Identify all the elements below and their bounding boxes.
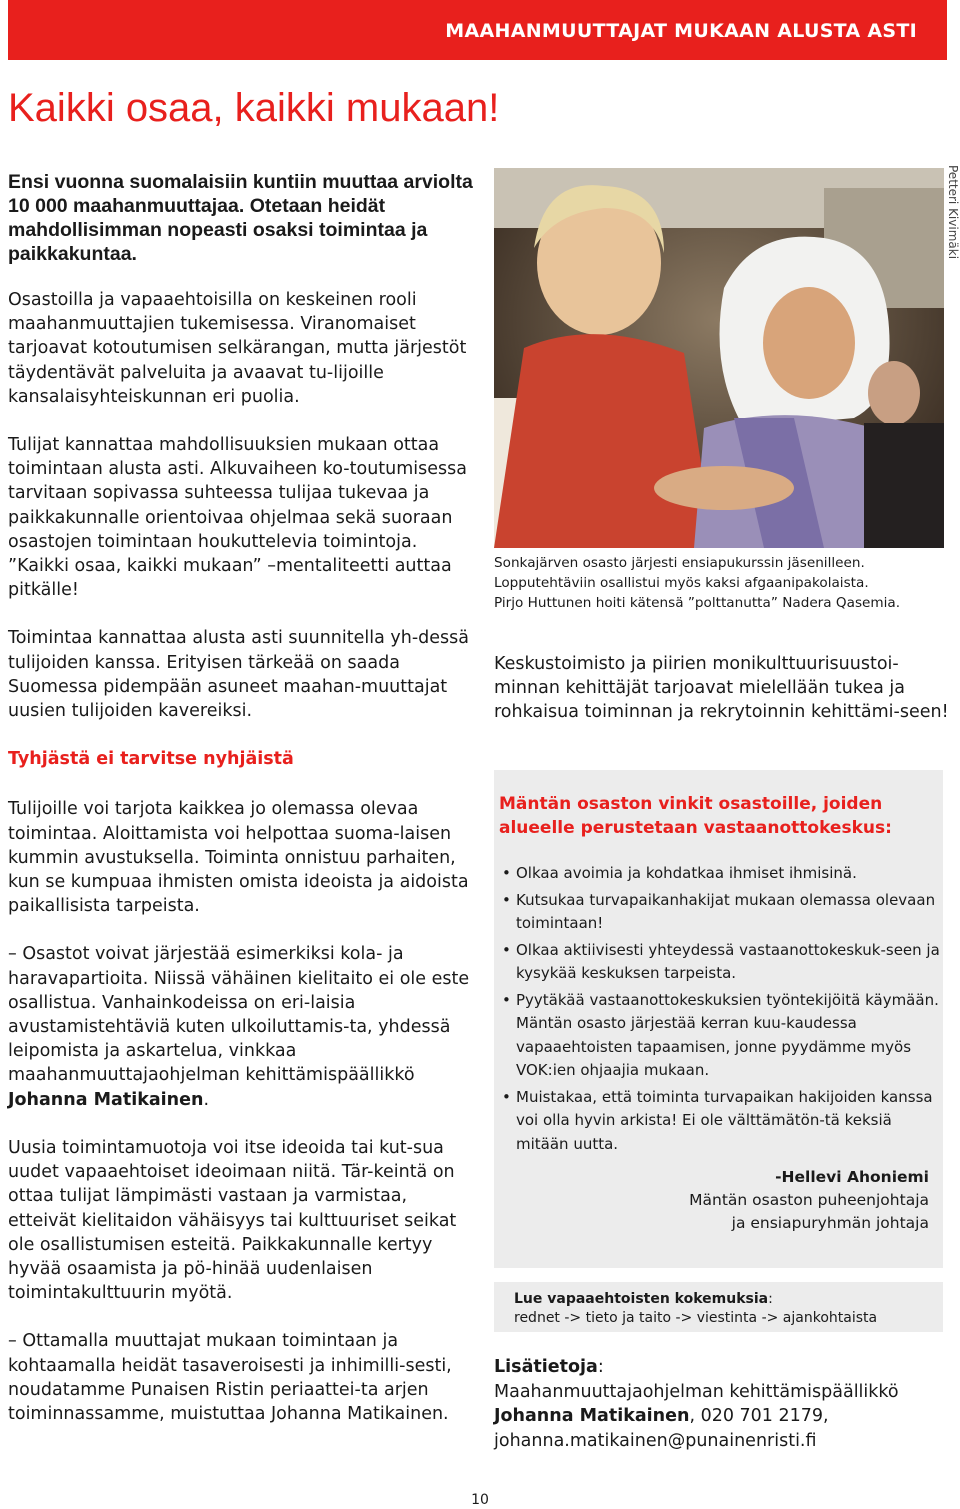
header-banner bbox=[8, 0, 947, 60]
experiences-title-colon: : bbox=[768, 1291, 773, 1307]
list-item: • Muistakaa, että toiminta turvapaikan hakijoiden kanssa voi olla hyvin arkista! Ei ole välttämätön-tä keksiä mitään uutta. bbox=[516, 1086, 941, 1157]
paragraph: Tulijoille voi tarjota kaikkea jo olemassa olevaa toimintaa. Aloittamista voi helpottaa suoma-laisen kummin avustuksella. Toiminta onnistuu parhaiten, kun se kumpuaa ihmisten omista ideoista ja aidoista paikallisista tarpeista. bbox=[8, 799, 469, 917]
paragraph: Osastoilla ja vapaaehtoisilla on keskeinen rooli maahanmuuttajien tukemisessa. Viranomaiset tarjoavat kotoutumisen selkärangan, mutta järjestöt täydentävät palveluita ja avaavat tu-lijoille kansalaisyhteiskunnan eri puolia. bbox=[8, 290, 467, 407]
tips-heading: Mäntän osaston vinkit osastoille, joiden alueelle perustetaan vastaanottokeskus: bbox=[499, 794, 892, 838]
experiences-title bbox=[514, 1290, 773, 1309]
signature-name: -Hellevi Ahoniemi bbox=[775, 1168, 929, 1186]
contact-name-line bbox=[494, 1404, 954, 1429]
list-item: • Pyytäkää vastaanottokeskuksien työntekijöitä käymään. Mäntän osasto järjestää kerran kuu-kaudessa vapaaehtoisten tapaamisen, jonne pyydämme myös VOK:ien ohjaajia mukaan. bbox=[516, 989, 941, 1083]
signature bbox=[689, 1166, 929, 1235]
signature-role: Mäntän osaston puheenjohtaja bbox=[689, 1191, 929, 1209]
paragraph bbox=[8, 942, 473, 1111]
support-paragraph: Keskustoimisto ja piirien monikulttuurisuustoi-minnan kehittäjät tarjoavat mielellään tukea ja rohkaisua toiminnan ja rekrytoinnin kehittämi-seen! bbox=[494, 654, 949, 722]
contact-role: Maahanmuuttajaohjelman kehittämispäällikkö bbox=[494, 1381, 899, 1402]
left-column bbox=[8, 288, 473, 1450]
photo-credit bbox=[943, 165, 960, 275]
caption-line: Pirjo Huttunen hoiti kätensä ”polttanutta” Nadera Qasemia. bbox=[494, 595, 901, 611]
lede: Ensi vuonna suomalaisiin kuntiin muuttaa arviolta 10 000 maahanmuuttajaa. Otetaan heidät mahdollisimman nopeasti osaksi toimintaa ja paikkakuntaa. bbox=[8, 171, 473, 265]
photo-caption bbox=[494, 553, 954, 613]
contact-heading-line bbox=[494, 1355, 954, 1380]
paragraph: Uusia toimintamuotoja voi itse ideoida tai kut-sua uudet vapaaehtoiset ideoimaan niitä. Tär-keintä on ottaa tulijat lämpimästi vastaan ja varmistaa, etteivät kielitaidon vähäisyys tai kulttuuriset seikat ole osallistumisen esteitä. Paikkakunnalle kertyy hyvää osaamista ja pö-hinää uudenlaisen toimintakulttuurin myötä. bbox=[8, 1137, 457, 1304]
experiences-title-text: Lue vapaaehtoisten kokemuksia bbox=[514, 1291, 769, 1307]
contact-info bbox=[494, 1355, 954, 1453]
contact-name: Johanna Matikainen bbox=[494, 1406, 690, 1426]
experiences-path: rednet -> tieto ja taito -> viestinta -> ajankohtaista bbox=[514, 1310, 878, 1326]
photo bbox=[494, 168, 944, 548]
contact-heading: Lisätietoja bbox=[494, 1357, 598, 1377]
paragraph: Toimintaa kannattaa alusta asti suunnitella yh-dessä tulijoiden kanssa. Erityisen tärkeää on saada Suomessa pidempään asuneet maahan-muuttajat uusien tulijoiden kavereiksi. bbox=[8, 628, 469, 722]
paragraph: Tulijat kannattaa mahdollisuuksien mukaan ottaa toimintaan alusta asti. Alkuvaiheen ko-toutumisessa tarvitaan sopivassa suhteessa tulijaa tukevaa ja paikkakunnalle orientoivaa ohjelmaa sekä suoraan osastojen toimintaan houkuttelevia toimintoja. ”Kaikki osaa, kaikki mukaan” –mentaliteetti auttaa pitkälle! bbox=[8, 435, 467, 601]
photo-illustration bbox=[494, 168, 944, 548]
tips-list bbox=[514, 862, 941, 1156]
paragraph-text: – Osastot voivat järjestää esimerkiksi kola- ja haravapartioita. Niissä vähäinen kielitaito ei ole este osallistua. Vanhainkodeissa on eri-laisia avustamistehtäviä kuten ulkoiluttamis-ta, yhdessä leipomista ja askartelua, vinkkaa maahanmuuttajaohjelman kehittämispäällikkö bbox=[8, 944, 470, 1086]
experiences-box bbox=[494, 1282, 943, 1332]
caption-line: Lopputehtäviin osallistui myös kaksi afgaanipakolaista. bbox=[494, 575, 869, 591]
page-title: Kaikki osaa, kaikki mukaan! bbox=[8, 86, 500, 130]
list-item: • Kutsukaa turvapaikanhakijat mukaan olemassa olevaan toimintaan! bbox=[516, 889, 941, 936]
page-number: 10 bbox=[471, 1492, 489, 1508]
list-item: • Olkaa avoimia ja kohdatkaa ihmiset ihmisinä. bbox=[516, 862, 941, 886]
signature-role: ja ensiapuryhmän johtaja bbox=[731, 1214, 929, 1232]
list-item: • Olkaa aktiivisesti yhteydessä vastaanottokeskuk-seen ja kysykää keskuksen tarpeista. bbox=[516, 939, 941, 986]
person-name: Johanna Matikainen bbox=[8, 1089, 204, 1110]
paragraph: – Ottamalla muuttajat mukaan toimintaan ja kohtaamalla heidät tasaveroisesti ja inhimilli-sesti, noudatamme Punaisen Ristin periaattei-ta arjen toiminnassamme, muistuttaa Johanna Matikainen. bbox=[8, 1331, 452, 1424]
tips-box bbox=[494, 770, 943, 1268]
section-heading: Tyhjästä ei tarvitse nyhjäistä bbox=[8, 749, 294, 770]
contact-phone: , 020 701 2179, bbox=[689, 1406, 829, 1426]
caption-line: Sonkajärven osasto järjesti ensiapukurssin jäsenilleen. bbox=[494, 555, 865, 571]
paragraph-end: . bbox=[203, 1089, 210, 1110]
banner-title: MAAHANMUUTTAJAT MUKAAN ALUSTA ASTI bbox=[445, 20, 917, 42]
photo-credit-text: Petteri Kivimäki bbox=[946, 165, 960, 260]
contact-email[interactable]: johanna.matikainen@punainenristi.fi bbox=[494, 1430, 817, 1451]
contact-heading-colon: : bbox=[597, 1357, 604, 1377]
